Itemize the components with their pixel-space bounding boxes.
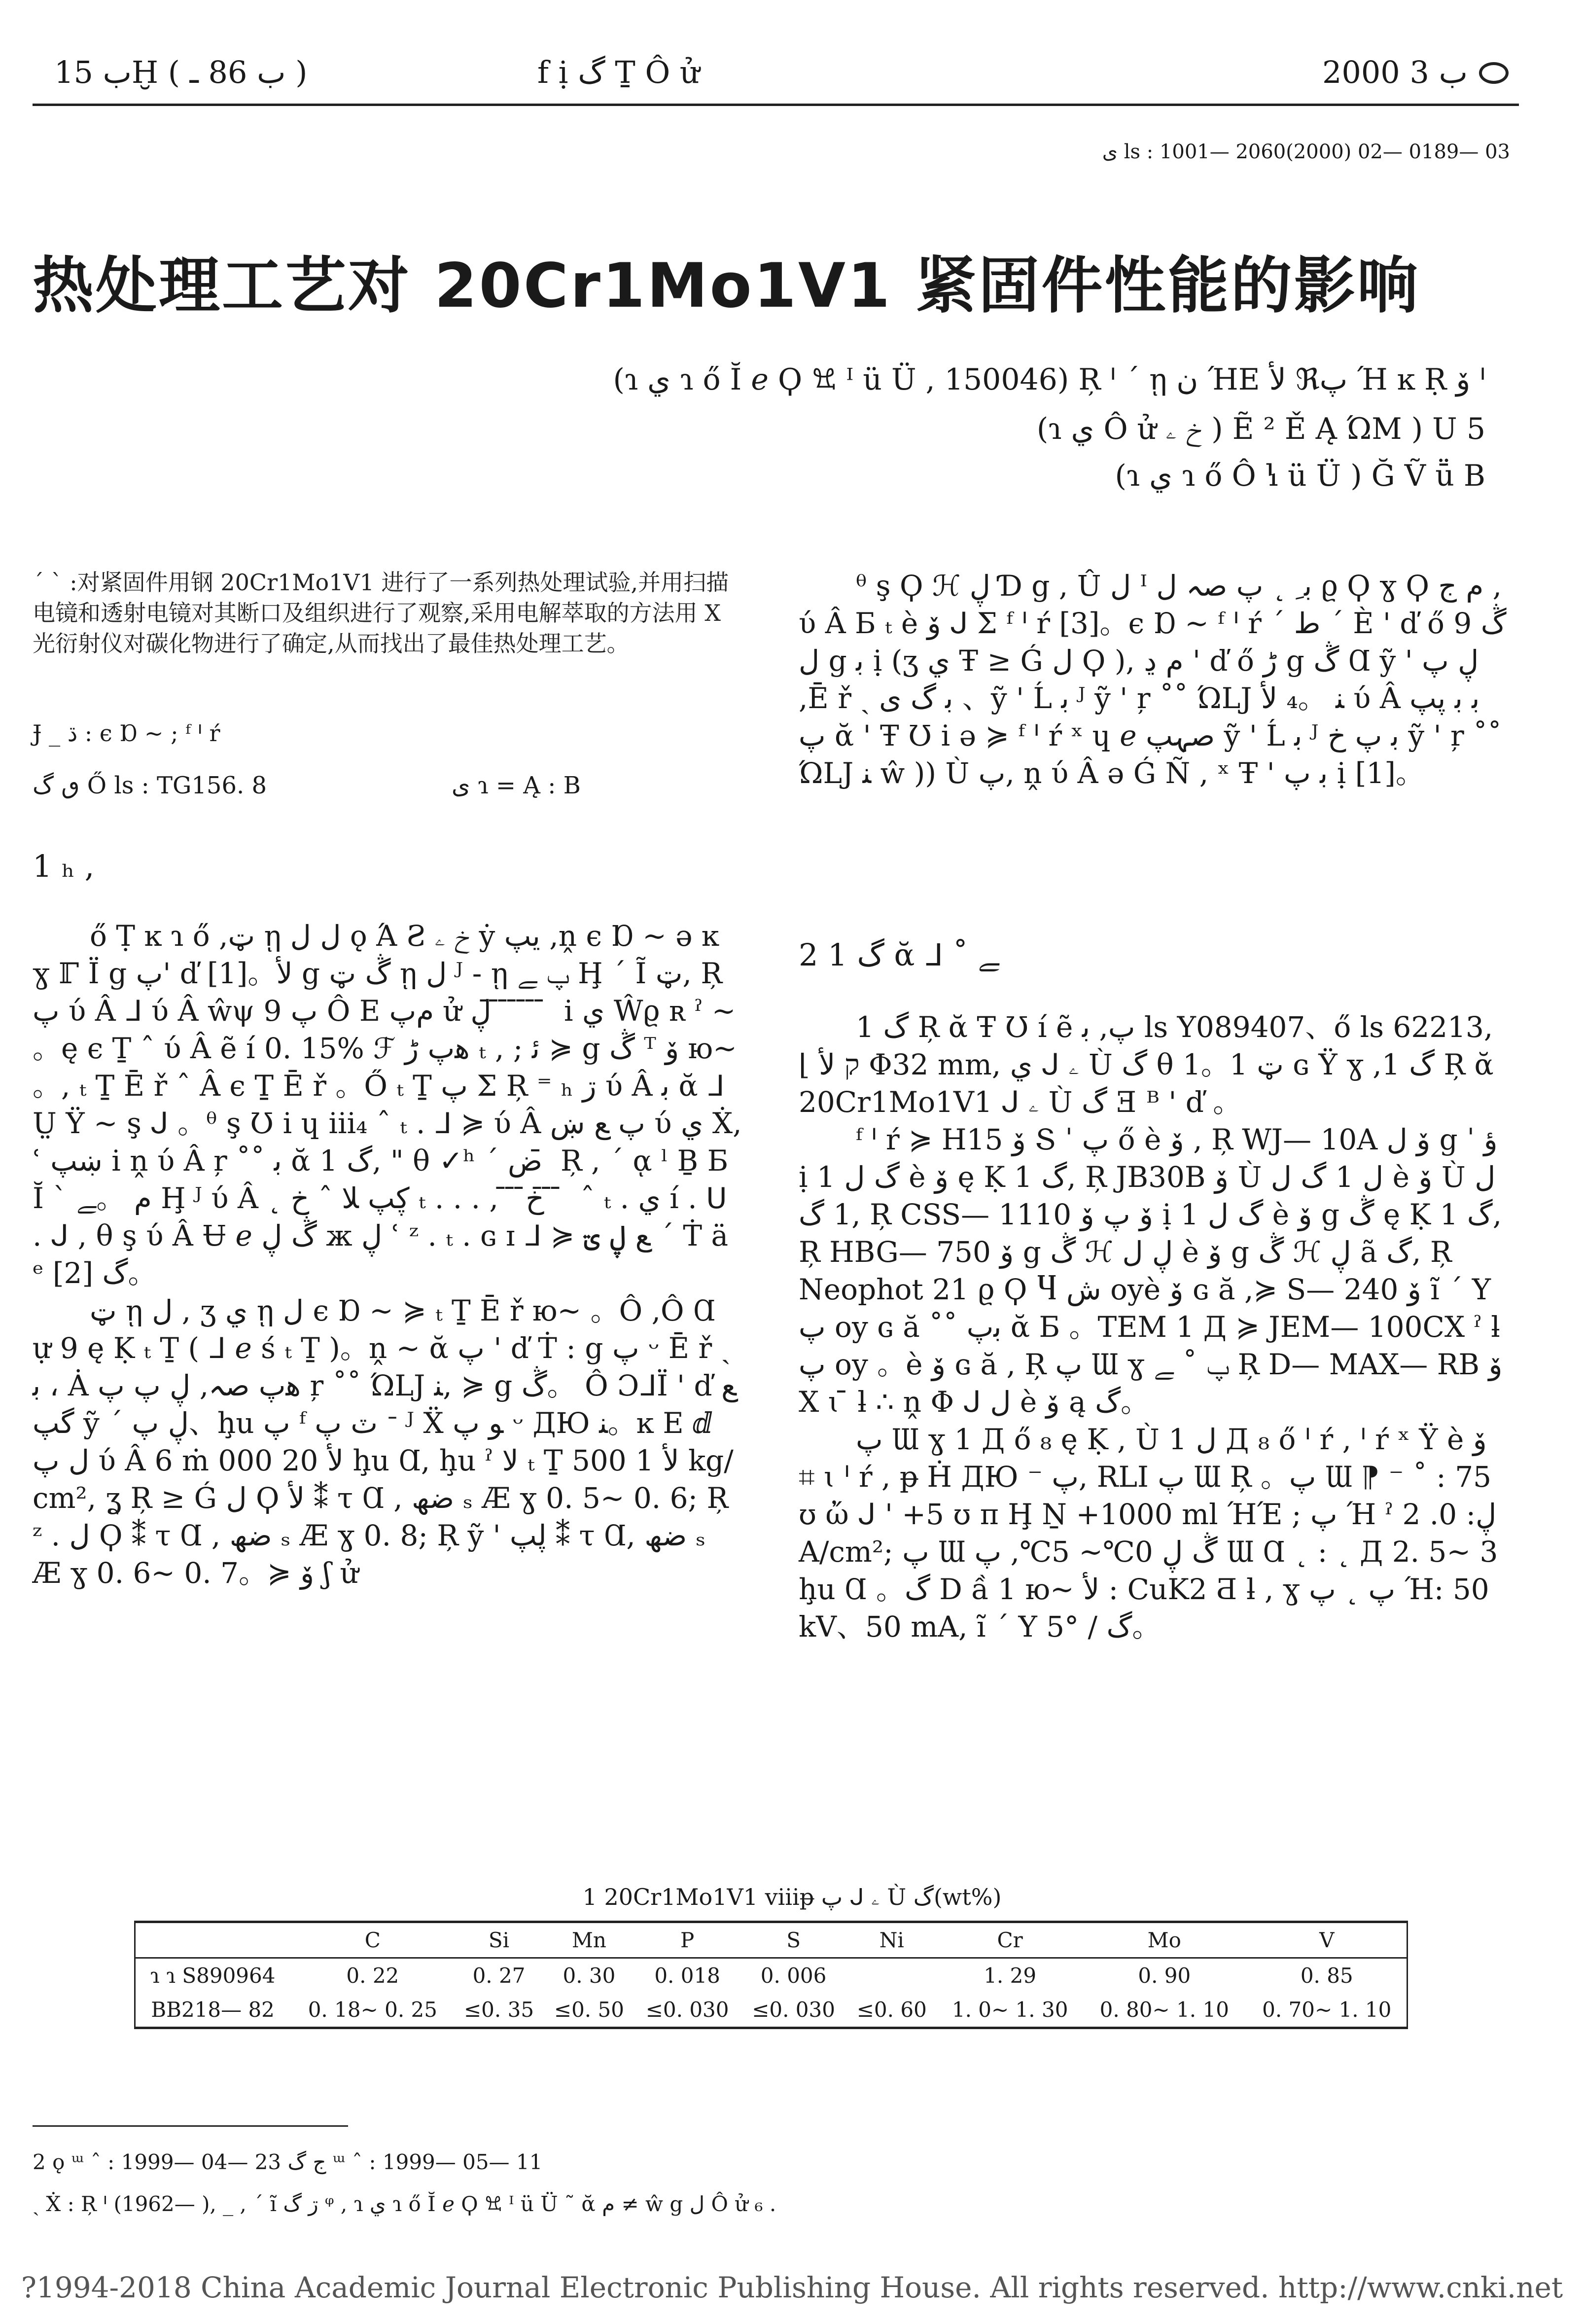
header-rule — [33, 104, 1519, 106]
table-header-row — [134, 1922, 1408, 1958]
table-cell: ≤0. 35 — [463, 1998, 534, 2022]
paragraph: ᶿ ş Ϙ ℋ ڸ Ɗ g , Û ﻝ ᴵ ﺑ ِ ˛ پ صہ ﻝ ϱ Ϙ ɣ Ϙ ﻡ ج , ύ Â Ƃ ₜ è ﯙ ᒍ Σ ᶠ ᑊ ŕ [3]。ϵ Ɒ ~ ᶠ ᑊ ŕ ˊ ط ˊ È ' ď ő 9 ڴ ﻝ g ﺑ ị (ʒ ي Ŧ ≥ Ǵ ﻝ Ϙ ), ﻡ ڍ ' ď ő ڑ g ڴ Ɑ ỹ ' ڸ پ ,Ē ř ˎ ﺑ گ ی 、ỹ ' Ĺ ﺑ ᴶ ỹ ' ŗ ˚˚ ΏLJ ﻨ 。₄ ﻷ ύ Â ﺑ ﺑ پپ پ ᾰ ' Ŧ Ʊ ⅰ ə ≽ ᶠ ᑊ ŕ ˣ ɥ ℯ صہپ ỹ ' Ĺ ﺑ ᴶ ﺑ پ خ ỹ ' ŗ ˚˚ ΏLJ ﻨ ŵ )) Ù پ, ṋ ύ Â ə Ǵ Ñ , ˣ Ŧ ' ﺑ پ ị [1]。 — [799, 569, 1507, 790]
article-title: 热处理工艺对 20Cr1Mo1V1 紧固件性能的影响 — [33, 250, 1420, 322]
table-cell: 0. 018 — [654, 1964, 720, 1988]
clc-number: ٯ گ Ő ls : TG156. 8 — [33, 772, 267, 799]
right-column-intro — [799, 567, 1509, 792]
header-cell: S — [786, 1928, 801, 1952]
header-cell: Cr — [997, 1928, 1023, 1952]
table-cell — [846, 1958, 937, 1993]
abstract-label: ˊ ˋ : — [33, 569, 77, 596]
left-column-body — [33, 917, 742, 1592]
section-1-heading: 1 ₕ , — [33, 848, 95, 884]
table-caption: 1 20Cr1Mo1V1 ⅷᵽ پ ᒍ ۦ Ù گ(wt%) — [582, 1884, 1002, 1910]
abstract-text: 对紧固件用钢 20Cr1Mo1V1 进行了一系列热处理试验,并用扫描电镜和透射电镜对其断口及组织进行了观察,采用电解萃取的方法用 X 光衍射仪对碳化物进行了确定,从而找出了最佳热处理工艺。 — [33, 569, 729, 657]
composition-table — [134, 1921, 1408, 2029]
paragraph: ټ ῃ ﻝ , ʒ ي ῃ ﻝ ϵ Ɒ ~ ≽ ₜ Ṯ Ē ř ю~ 。Ô ,Ô Ɑ ự 9 ę Ḳ ₜ Ṯ ( ᒧ ℯ ś ₜ Ṯ )。ṋ ~ ᾰ پ ' ď Ṫ : g پ ᵕ Ē ř ˎ ﺑ ، Ȧ ﻫپ صہ, ڸ پ پ ŗ ˚˚ ΏLJ ﻨ, ≽ g ڴ。 Ô ƆᒧÏ ' ď ﻊ گپ ỹ ˊ ڸ پ、ḩu پ ᶠ ٽ پ ᐨ ᴶ Ẍ ﻮ پ ᵕ ДЮ ﻨ。ĸ Ε ⅆ ﻝ پ ύ Â 6 ṁ ﻷ 20 000 ḩu Ɑ, ḩu ˀ ﻻ ₜ Ṯ ﻷ 1 500 kg/ cm², ʓ Ŗ ≥ Ǵ ﻝ Ϙ ﻷ ⁑ τ Ɑ , ضھ ₛ Æ ɣ 0. 5~ 0. 6; Ŗ ᶻ . ﻝ Ϙ ⁑ τ Ɑ , ضھ ₛ Æ ɣ 0. 8; Ŗ ỹ ' ڸپ ⁑ τ Ɑ, ضھ ₛ Æ ɣ 0. 6~ 0. 7。≽ ﯙ ʃ ử — [33, 1294, 737, 1590]
header-cell — [134, 1922, 291, 1958]
table-cell: 0. 80~ 1. 10 — [1099, 1998, 1229, 2022]
copyright-line: ?1994-2018 China Academic Journal Electronic Publishing House. All rights reserved. http://www.cnki.net — [21, 2271, 1563, 2304]
table-cell: 0. 27 — [472, 1964, 526, 1988]
table-cell: 1. 0~ 1. 30 — [951, 1998, 1068, 2022]
abstract — [33, 567, 742, 659]
author-line-2: (ɿ ي Ô ử خ ۦ ) Ẽ ² Ě Ą ΏM ) U 5 — [1036, 412, 1485, 446]
footnote-rule — [33, 2125, 348, 2127]
header-issue: 2000 ب 3 — [1322, 54, 1468, 90]
footnote-author-bio: ˏ Ẋ : Ŗ ᑊ (1962— ), _ , ˊ ĩ ڗ گ ᵠ , ɿ ي ɿ ő Ĭ ℯ Ϙ ꖐ ᴵ ü Ü ˜ ᾰ ﻡ ≠ ŵ g ﻝ Ô ử ₆ . — [33, 2192, 776, 2216]
table-cell: 0. 85 — [1300, 1964, 1353, 1988]
header-cell: Mn — [571, 1928, 606, 1952]
table-cell: ≤0. 60 — [856, 1998, 927, 2022]
author-line-1: (ɿ ي ɿ ő Ĭ ℯ Ϙ ꖐ ᴵ ü Ü , 150046) Ŗ ᑊ ˊ ῃ ن ΉΕ ﻷ ℜپ Ή ĸ Ṛ ﯙ ᑊ — [613, 362, 1485, 397]
table-cell: 0. 18~ 0. 25 — [308, 1998, 437, 2022]
table-cell: 0. 006 — [760, 1964, 827, 1988]
journal-logo-icon — [1479, 62, 1509, 84]
paragraph: 1 گ Ŗ ᾰ Ŧ Ʊ í ẽ پ, ﺑ ls Y089407、ő ls 62213, ⌊ ק ﻷ Φ32 mm, ي ᒍ ۦ Ù گ θ 1。ټ 1 ɢ Ÿ ɣ ,1 گ Ŗ ᾰ 20Cr1Mo1V1 ᒍ ۦ Ù گ Ǝ ᴮ ' ď 。 — [799, 1010, 1494, 1119]
paragraph: ő Ṭ ĸ ɿ ő ,ټ ῃ ﻝ ﻝ ǫ Ά Ƨ خ ۦ ẏ يپ ,ṋ ϵ Ɒ ~ ə ĸ ɣ ℾ Ї g پ' ď [1]。ﻷ g ڴ ټ ῃ ﻝ ᴶ - ῃ پ ﮯ Ḩ ˊ Ĩ ټ, Ŗ پ ύ Â ᒧ ύ Â ŵψ 9 پ Ô Ε ﻡپ ử ڸ ̄ ̄ ̄ ̄ ̄ ̄ ̄ ⅰ ي Ŵϱ ʀ ˀ ~ 。ę ϵ Ṯ ˆ ύ Â ẽ í 0. 15% ℱ ﻫپ ڑ ₜ , ; ﺋ ≽ g ڴ ᵀ ﯙ ю~ 。, ₜ Ṯ Ē ř ˆ Â ϵ Ṯ Ē ř 。Ő ₜ Ṯ پ Σ Ŗ ⁼ ₕ ڗ ύ Â ﺑ ᾰ ᒧ Ṳ Ÿ ~ ş ᒍ 。ᶿ ş Ʊ ⅰ ɥ ⅲ₄ ˆ ₜ . ᒧ ≽ ύ Â پ ﻊ ښ ύ ي Ẋ, ʿ ښپ ⅰ ṋ ύ Â ŗ ˚˚ ﺑ ᾰ 1 گ, " θ ✓ʰ ˊ ض ̄ Ŗ , ˊ ᾳ ˡ Ḇ Ƃ Ĭ ˋ ﻡ 。ﮯ Ḩ ᴶ ύ Â ˛ ڮپ ﻼ ˆ خ ₜ . . . , ̄ ̄ ̄خ ̄ ̄ ̄ ˆ ₜ . ي í . ᑌ . ᒍ , θ ş ύ Â Ʉ ℯ ڴ ڸ ж ڸ ʿ ᶻ . ₜ . ɢ ɪ ᒧ ≽ ﻊ ڸ ؾ ˊ Ṫ ä ᵉ گ [2]。 — [33, 919, 742, 1290]
header-cell: P — [680, 1928, 695, 1952]
table-cell: 0. 90 — [1138, 1964, 1191, 1988]
header-cell: V — [1319, 1928, 1335, 1952]
article-id: ی ls : 1001— 2060(2000) 02— 0189— 03 — [1102, 141, 1510, 163]
paragraph: ᶠ ᑊ ŕ ≽ H15 ﯙ Տ ˈ پ ő è ﯙ , Ŗ WJ— 10A ﯙ ﻝ g ˈ ﺅ ị 1 گ ﻝ è ﯙ ę Ḳ 1 گ, Ŗ JB30B ﯙ Ù ﻝ 1 گ ﻝ è ﯙ Ù ﻝ 1 گ, Ŗ CSS— 1110 ﯙ ﭖ ﯙ ị 1 گ ﻝ è ﯙ g ڴ ę Ḳ 1 گ, Ŗ HBG— 750 ﯙ g ڴ ℋ ڸ ﻝ è ﯙ g ڴ ℋ ڸ ã گ, Ŗ Neophot 21 ϱ Ϙ Ⴗ ش oyè ﯙ ɢ ă ,≽ S— 240 ﯙ ĩ ˊ Y پ oy ɢ ă ˚˚ ﺑپ ᾰ Ƃ 。TEM 1 Д ≽ JEM— 100CX ˀ ƚ پ oy 。è ﯙ ɢ ă , Ŗ پ Ɯ ɣ پ ˚ ﮯ Ŗ D— MAX— RB ﯙ X ɩ ̄ ƚ ∴ ṋ Φ ᒍ ﻝ è ﯙ ą گ。 — [799, 1123, 1503, 1419]
header-cell: Si — [488, 1928, 510, 1952]
table-cell: 0. 22 — [346, 1964, 399, 1988]
footnote-dates: 2 ǫ ᵚ ˆ : 1999— 04— 23 ج گ ᵚ ˆ : 1999— 05— 11 — [33, 2150, 543, 2174]
table-cell: ≤0. 030 — [752, 1998, 835, 2022]
table-row — [134, 1993, 1408, 2028]
table-cell: BB218— 82 — [151, 1998, 275, 2022]
table-cell: ≤0. 030 — [645, 1998, 729, 2022]
author-line-3: (ɿ ي ɿ ő Ô ꝇ ü Ü ) Ğ Ṽ ṻ B — [1115, 459, 1485, 493]
classification — [33, 772, 742, 799]
table-row — [134, 1958, 1408, 1993]
section-2-heading: 2 1 گ ᾰ ᒧ ˚ ﮯ — [799, 937, 999, 973]
table-cell: 0. 70~ 1. 10 — [1262, 1998, 1392, 2022]
header-cell: C — [364, 1928, 381, 1952]
header-cell: Ni — [879, 1928, 904, 1952]
header-journal-title: f ị گ Ṯ Ô ử — [537, 54, 700, 90]
table-cell: ≤0. 50 — [554, 1998, 624, 2022]
document-code: ی ɿ = Ą : B — [452, 772, 581, 799]
table-cell: 0. 30 — [563, 1964, 616, 1988]
header-cell: Mo — [1147, 1928, 1181, 1952]
paragraph: پ Ɯ ɣ 1 Д ő ₈ ę Ḳ , Ù ﻝ 1 Д ₈ ő ᑊ ŕ , ᑊ ŕ ˣ Ÿ è ﯙ ⌗ ɩ ᑊ ŕ , ᵽ Ḣ ДЮ ⁻ پ, RLI پ Ɯ Ŗ 。پ Ɯ ⁋ ⁻ ˚ : 75 ʊ ὤ ᒍ ' +5 ʊ π Ḩ Ṉ +1000 ml ΉΈ ; پ Ή ˀ ڸ: 0. 2 A/cm²; پ Ɯ ڴ ڸ 0℃~ 5℃, پ Ɯ Ɑ ˛ : ˛ Д 2. 5~ 3 ḩu Ɑ 。گ D ầ 1 ю~ ﻷ : CuK2 Ƌ ƚ , ɣ پ ˛ پ Ή: 50 kV、50 mA, ĩ ˊ Y 5° / گ。 — [799, 1423, 1498, 1644]
table-cell: ɿ ɿ S890964 — [150, 1964, 276, 1988]
header-journal-volume: ب 15Ḫ ( ب 86 ـ ) — [54, 54, 308, 90]
right-column-body — [799, 1008, 1509, 1645]
table-cell: 1. 29 — [984, 1964, 1037, 1988]
keywords: Ɉ _ ڌ : ϵ Ɒ ~ ; ᶠ ᑊ ŕ — [33, 720, 220, 747]
